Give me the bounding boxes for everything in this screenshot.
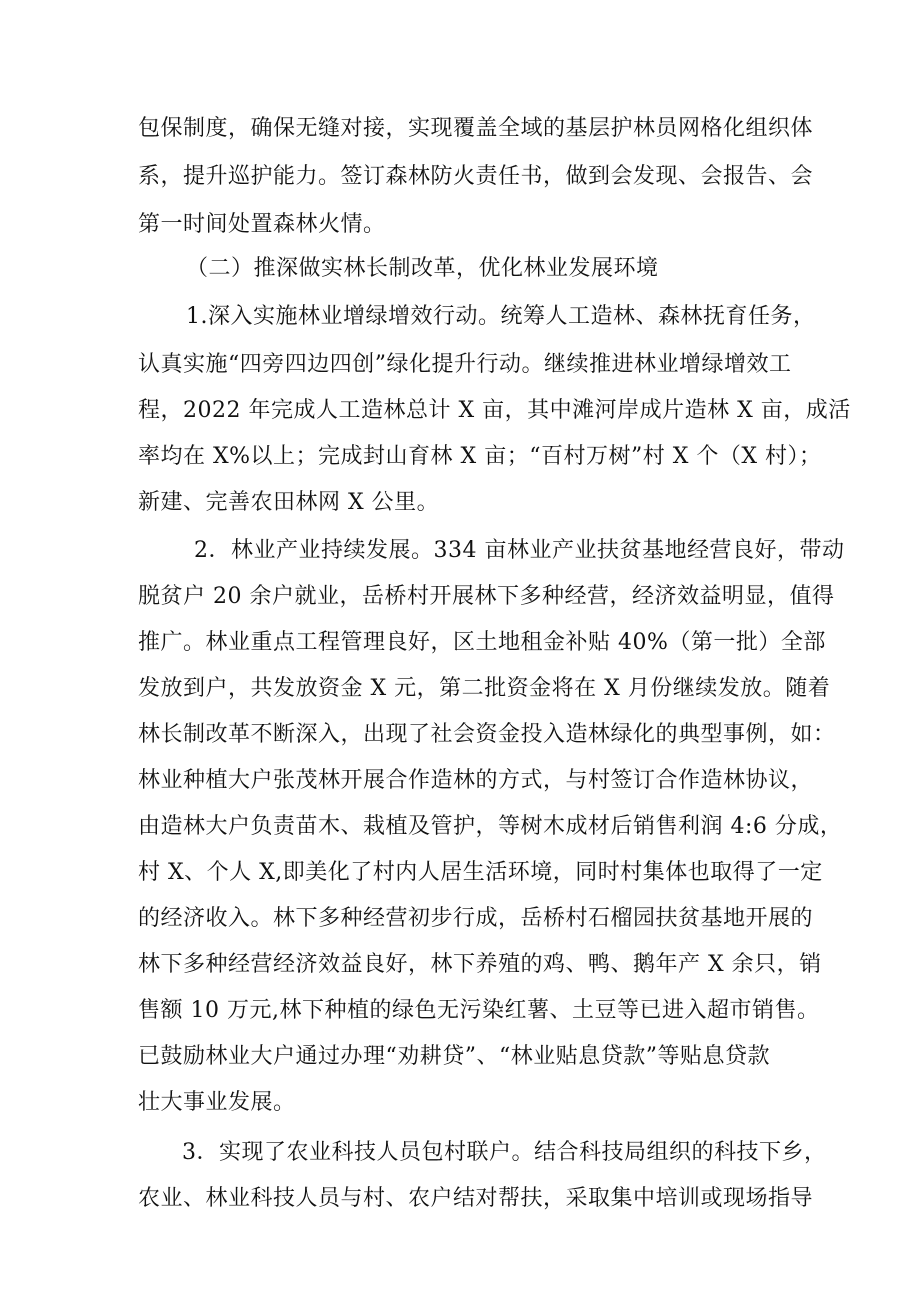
- paragraph-line: 已鼓励林业大户通过办理“劝耕贷”、“林业贴息贷款”等贴息贷款: [138, 1044, 770, 1069]
- paragraph-line: 壮大事业发展。: [138, 1090, 296, 1115]
- paragraph-line: 认真实施“四旁四边四创”绿化提升行动。继续推进林业增绿增效工: [138, 352, 792, 377]
- paragraph-line: 推广。林业重点工程管理良好，区土地租金补贴 40%（第一批）全部: [138, 630, 826, 655]
- paragraph-line: 程，2022 年完成人工造林总计 X 亩，其中滩河岸成片造林 X 亩，成活: [138, 398, 851, 423]
- paragraph-line: 林下多种经营经济效益良好，林下养殖的鸡、鸭、鹅年产 X 余只，销: [138, 952, 822, 977]
- paragraph-line: 村 X、个人 X,即美化了村内人居生活环境，同时村集体也取得了一定: [138, 860, 823, 885]
- paragraph-line: 发放到户，共发放资金 X 元，第二批资金将在 X 月份继续发放。随着: [138, 676, 831, 701]
- paragraph-line: 由造林大户负责苗木、栽植及管护，等树木成材后销售利润 4:6 分成，: [138, 814, 843, 839]
- paragraph-line: 1.深入实施林业增绿增效行动。统筹人工造林、森林抚育任务，: [186, 304, 816, 329]
- paragraph-line: 率均在 X%以上；完成封山育林 X 亩；“百村万树”村 X 个（X 村）；: [138, 444, 822, 469]
- paragraph-line: 林长制改革不断深入，出现了社会资金投入造林绿化的典型事例，如：: [138, 722, 836, 747]
- paragraph-line: 林业种植大户张茂林开展合作造林的方式，与村签订合作造林协议，: [138, 768, 814, 793]
- paragraph-line: 农业、林业科技人员与村、农户结对帮扶，采取集中培训或现场指导: [138, 1186, 814, 1211]
- paragraph-line: 包保制度，确保无缝对接，实现覆盖全域的基层护林员网格化组织体: [138, 116, 814, 141]
- paragraph-line: 脱贫户 20 余户就业，岳桥村开展林下多种经营，经济效益明显，值得: [138, 584, 835, 609]
- paragraph-line: 系，提升巡护能力。签订森林防火责任书，做到会发现、会报告、会: [138, 164, 814, 189]
- paragraph-line: 3．实现了农业科技人员包村联户。结合科技局组织的科技下乡，: [182, 1140, 827, 1165]
- paragraph-line: 新建、完善农田林网 X 公里。: [138, 490, 440, 515]
- paragraph-line: 2．林业产业持续发展。334 亩林业产业扶贫基地经营良好，带动: [194, 538, 845, 563]
- paragraph-line: 售额 10 万元,林下种植的绿色无污染红薯、土豆等已进入超市销售。: [138, 998, 820, 1023]
- paragraph-line: 第一时间处置森林火情。: [138, 212, 386, 237]
- section-heading: （二）推深做实林长制改革，优化林业发展环境: [186, 256, 659, 281]
- paragraph-line: 的经济收入。林下多种经营初步行成，岳桥村石榴园扶贫基地开展的: [138, 906, 814, 931]
